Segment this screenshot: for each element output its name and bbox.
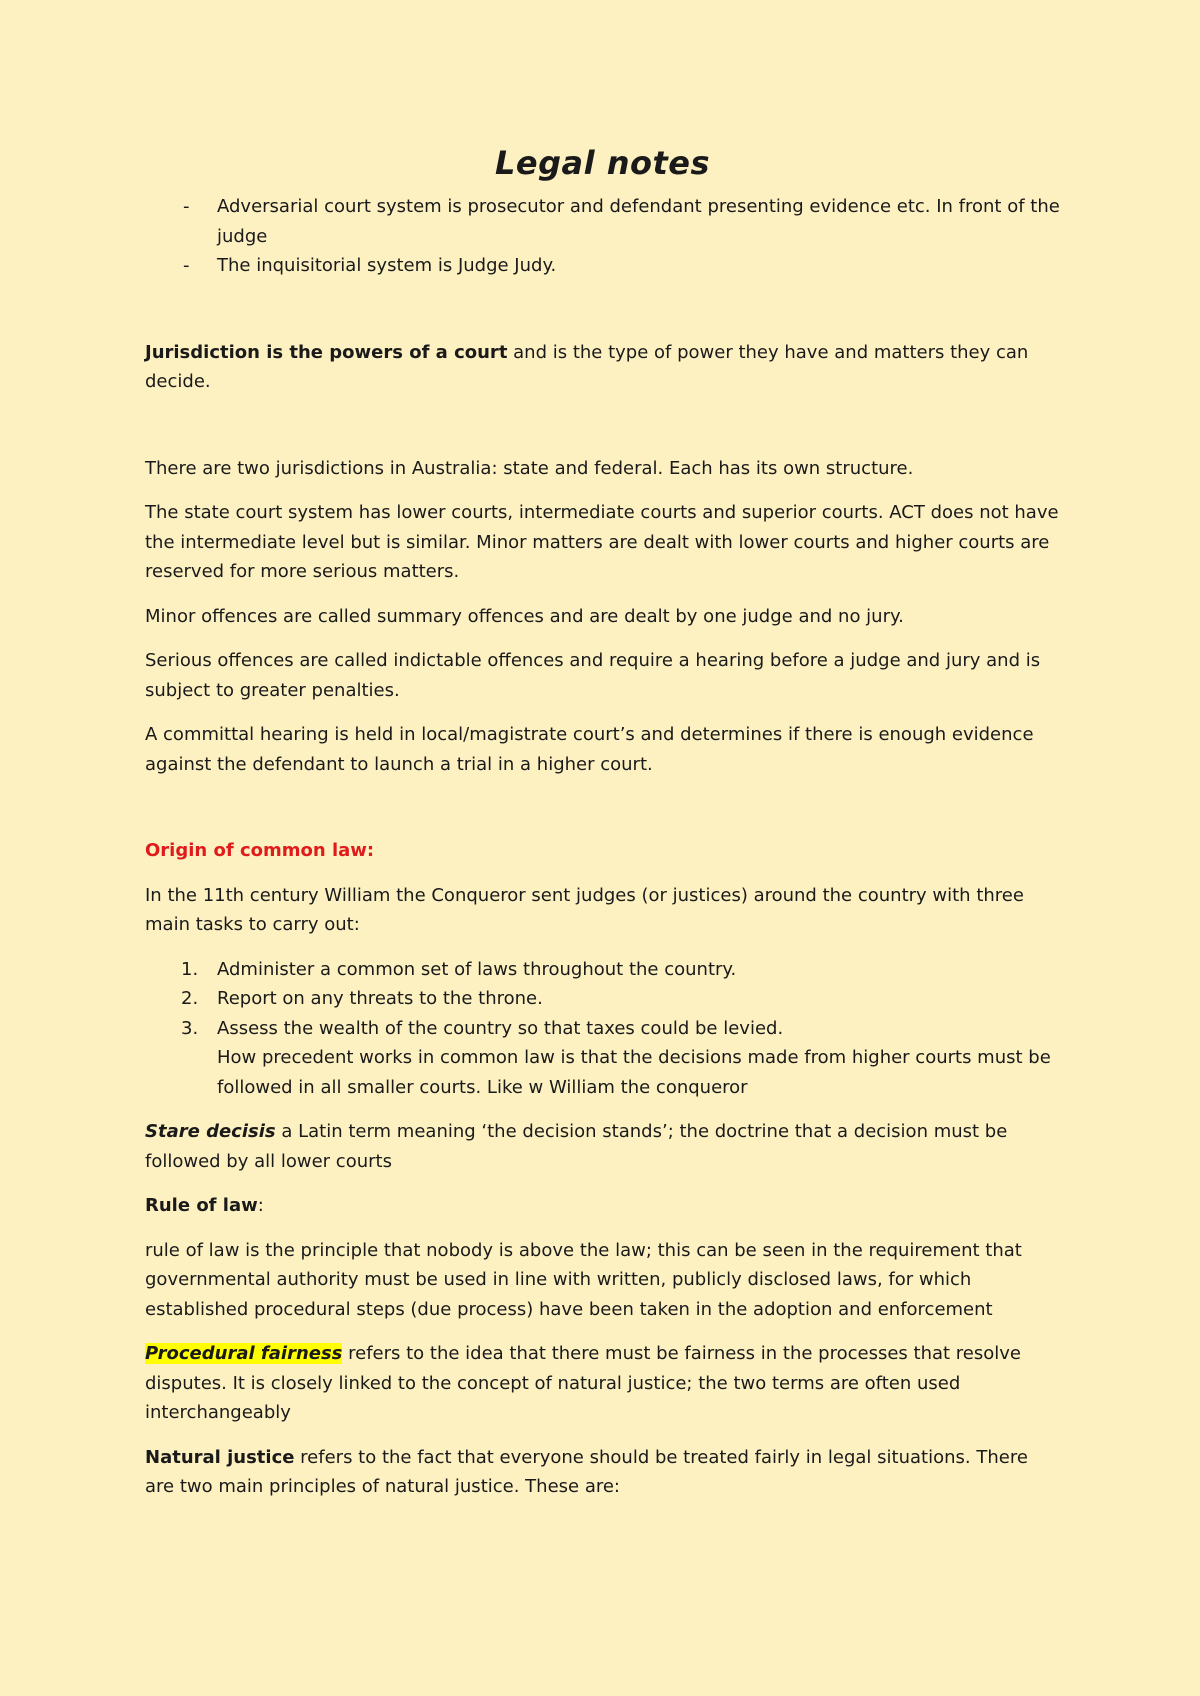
- list-item-text: Administer a common set of laws throughout the country.: [217, 958, 737, 980]
- jurisdiction-term: Jurisdiction is the powers of a court: [145, 341, 508, 363]
- jurisdiction-text: and is the type of power they have and matters they can decide.: [145, 341, 1029, 392]
- list-item-text: Adversarial court system is prosecutor and defendant presenting evidence etc. In front of the judge: [217, 196, 1060, 247]
- rule-of-law-title: Rule of law: [145, 1195, 258, 1216]
- list-item-text: Assess the wealth of the country so that taxes could be levied.: [217, 1017, 784, 1039]
- list-item-text: The inquisitorial system is Judge Judy.: [217, 255, 557, 276]
- paragraph: There are two jurisdictions in Australia: state and federal. Each has its own structure.: [145, 457, 914, 479]
- rule-of-law-body: rule of law is the principle that nobody is above the law; this can be seen in the requirement that governmental authority must be used in line with written, publicly disclosed laws, for which established procedural steps (due process) have been taken in the adoption and enforcement: [145, 1239, 1022, 1320]
- paragraph: Minor offences are called summary offences and are dealt by one judge and no jury.: [145, 605, 904, 627]
- tasks-list: [145, 955, 1060, 1103]
- spacer: [145, 794, 1060, 836]
- common-law-heading: Origin of common law:: [145, 840, 375, 861]
- page-title: Legal notes: [494, 144, 710, 182]
- list-item: [145, 1014, 1060, 1044]
- paragraph: Serious offences are called indictable offences and require a hearing before a judge and jury and is subject to greater penalties.: [145, 650, 1041, 701]
- natural-justice-paragraph: [145, 1443, 1060, 1502]
- rule-of-law-heading: [145, 1191, 1060, 1221]
- list-item: [145, 955, 1060, 985]
- jurisdiction-paragraph: [145, 338, 1060, 397]
- paragraph: The state court system has lower courts, intermediate courts and superior courts. ACT does not have the intermediate level but is similar. Minor matters are dealt with lower courts and higher courts are reserved for more serious matters.: [145, 502, 1059, 582]
- procedural-fairness-paragraph: [145, 1339, 1060, 1428]
- list-item: [145, 251, 1060, 281]
- natural-justice-text: refers to the fact that everyone should be treated fairly in legal situations. There are two main principles of natural justice. These are:: [145, 1446, 1028, 1497]
- paragraph: A committal hearing is held in local/magistrate court’s and determines if there is enough evidence against the defendant to launch a trial in a higher court.: [145, 724, 1034, 775]
- list-marker: -: [183, 255, 190, 276]
- common-law-intro: In the 11th century William the Conqueror sent judges (or justices) around the country with three main tasks to carry out:: [145, 884, 1024, 935]
- stare-decisis-term: Stare decisis: [145, 1121, 276, 1142]
- document-body: [145, 138, 1060, 1517]
- list-item-text: Report on any threats to the throne.: [217, 988, 543, 1009]
- list-marker: -: [183, 196, 190, 217]
- list-marker: 3.: [181, 1017, 199, 1039]
- list-item: [145, 984, 1060, 1014]
- stare-decisis-text: a Latin term meaning ‘the decision stands’; the doctrine that a decision must be followed by all lower courts: [145, 1121, 1008, 1172]
- list-marker: 1.: [181, 958, 199, 980]
- procedural-fairness-text: refers to the idea that there must be fairness in the processes that resolve disputes. It is closely linked to the concept of natural justice; the two terms are often used interchangeably: [145, 1343, 1021, 1423]
- list-marker: 2.: [181, 988, 199, 1009]
- rule-of-law-colon: :: [257, 1195, 264, 1216]
- precedent-text: How precedent works in common law is that the decisions made from higher courts must be followed in all smaller courts. Like w William the conqueror: [217, 1047, 1051, 1098]
- list-item: [145, 192, 1060, 251]
- spacer: [145, 412, 1060, 454]
- spacer: [145, 281, 1060, 338]
- procedural-fairness-term: Procedural fairness: [145, 1343, 343, 1364]
- intro-list: [145, 192, 1060, 281]
- natural-justice-term: Natural justice: [145, 1446, 295, 1468]
- stare-decisis-paragraph: [145, 1117, 1060, 1176]
